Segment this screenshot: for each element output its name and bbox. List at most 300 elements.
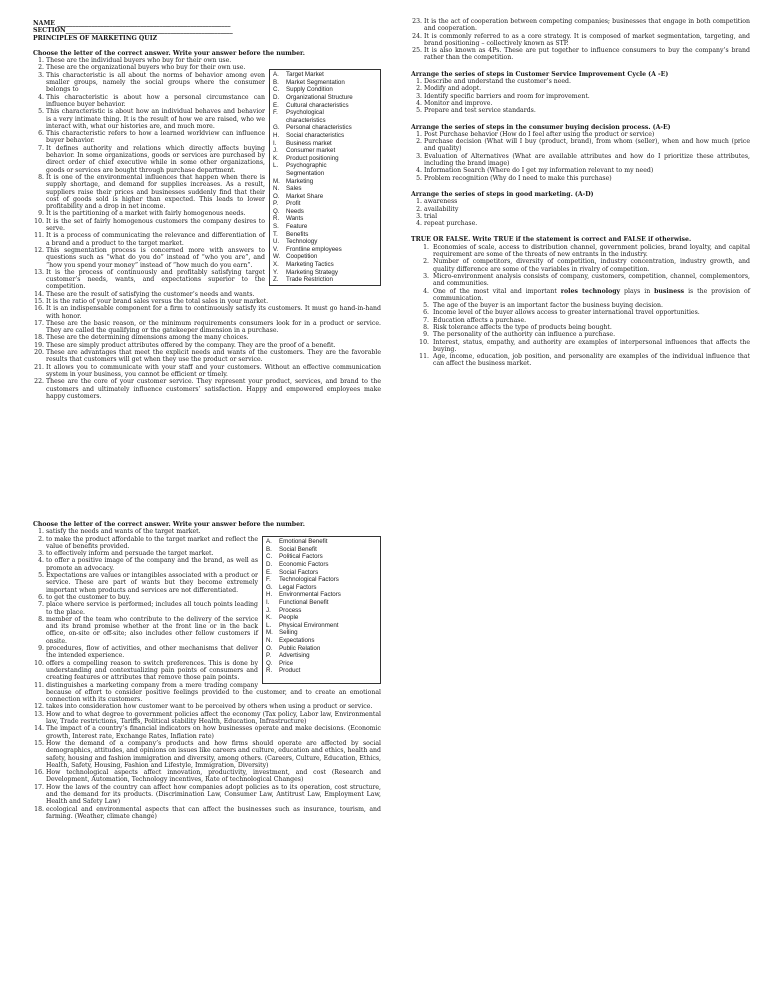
item-number: 24. (412, 32, 422, 40)
choice-letter: Y. (273, 268, 279, 276)
item-number: 8. (38, 615, 44, 623)
question-item (33, 645, 381, 660)
item-text: distinguishes a marketing company from a mere trading company because of effort to consider positive feelings provided to the customer, and to create an emotional connection with its customers. (46, 681, 381, 704)
item-number: 18. (34, 805, 44, 813)
choice-text: Consumer market (286, 147, 336, 155)
item-number: 3. (423, 272, 429, 280)
item-text: Interest, status, empathy, and authority are examples of interpersonal influences that affects the buying. (433, 338, 750, 353)
choice-text: Sales (286, 185, 302, 193)
item-text: Education affects a purchase. (433, 316, 527, 324)
question-item (33, 616, 381, 645)
true-false-list (411, 244, 750, 368)
choice-letter: T. (273, 230, 278, 238)
choice-text: Market Segmentation (286, 78, 345, 86)
choice-letter: R. (266, 667, 273, 675)
item-text: plays in (624, 287, 651, 295)
item-number: 10. (34, 217, 44, 225)
item-text: Purchase decision (What will I buy (product, brand), from whom (seller), when and how much (price and quality) (424, 138, 750, 153)
statement-item (411, 244, 750, 259)
item-text: Problem recognition (Why do I need to make this purchase) (424, 174, 612, 182)
choice-letter: R. (273, 215, 280, 223)
item-text: place where service is performed; includes all touch points leading to the place. (46, 601, 258, 616)
item-number: 15. (34, 297, 44, 305)
item-text: Evaluation of Alternatives (What are available attributes and how do I prioritize these attributes, including the brand image) (424, 152, 750, 168)
item-number: 9. (38, 210, 44, 218)
item-text: Risk tolerance affects the type of products being bought. (433, 323, 612, 331)
item-text: The age of the buyer is an important factor the business buying decision. (433, 302, 663, 310)
choice-letter: N. (273, 185, 280, 193)
step-item (411, 206, 750, 213)
choice-text: Feature (286, 223, 308, 231)
choice-text: Social characteristics (286, 131, 345, 139)
item-number: 1. (416, 198, 422, 206)
choice-letter: B. (266, 545, 272, 553)
item-text: takes into consideration how customer want to be perceived by others when using a product or service. (46, 703, 373, 711)
choice-text: Cultural characteristics (286, 101, 349, 109)
item-number: 16. (34, 305, 44, 313)
question-item (33, 682, 381, 704)
item-number: 4. (423, 287, 429, 295)
item-number: 19. (34, 341, 44, 349)
item-text: These are advantages that meet the explicit needs and wants of the customers. They are the favorable results that customers will get when they use the product or service. (46, 349, 381, 364)
question-item (33, 769, 381, 784)
question-item (33, 291, 381, 298)
item-text: Micro-environment analysis consists of company, customers, competition, channel, complementors, and communities. (433, 272, 750, 288)
item-text: awareness (424, 198, 458, 206)
step-item (411, 93, 750, 100)
step-item (411, 78, 750, 85)
choice-letter: N. (266, 637, 273, 645)
step-item (411, 153, 750, 168)
choice-text: Psychographic (286, 162, 327, 170)
question-item (33, 349, 381, 364)
item-text: The impact of a country’s financial indicators on how businesses operate and make decisions. (Economic growth, Interest rate, Exchange Rates, Inflation rate) (46, 725, 381, 740)
choice-letter: Q. (273, 207, 280, 215)
item-number: 8. (38, 173, 44, 181)
item-number: 22. (34, 378, 44, 386)
item-number: 16. (34, 769, 44, 777)
choice-text: Marketing (286, 177, 314, 185)
item-text: It defines authority and relations which directly affects buying behavior. In some organizations, goods or services are purchased by direct order of chief executive while in some other organizations, goods or services are bought through purchase department. (46, 144, 265, 174)
choice-text: Legal Factors (279, 583, 317, 591)
choice-letter: F. (266, 576, 271, 584)
choice-text: Organizational Structure (286, 93, 353, 101)
item-number: 9. (423, 331, 429, 339)
step-item (411, 220, 750, 227)
item-text: to make the product affordable to the target market and reflect the value of benefits provided. (46, 535, 258, 550)
choice-text: Physical Environment (279, 621, 339, 629)
item-text: It is also known as 4Ps. These are put together to influence consumers to buy the company’s brand rather than the competition. (424, 47, 750, 62)
name-line: NAME ________________________________________________________ (33, 20, 231, 27)
choice-letter: F. (273, 109, 278, 117)
item-number: 4. (416, 99, 422, 107)
choice-text: Product (279, 667, 301, 675)
choice-letter: U. (273, 238, 280, 246)
statement-item (411, 258, 750, 273)
choice-text: Wants (286, 215, 304, 223)
item-text: offers a compelling reason to switch preferences. This is done by understanding and contextualizing pain points of consumers and creating features or attributes that remove those pain points. (46, 659, 258, 682)
good-marketing-instruction: Arrange the series of steps in good marketing. (A-D) (411, 190, 594, 198)
question-item (33, 174, 381, 210)
item-text: to offer a positive image of the company and the brand, as well as promote an advocacy. (46, 557, 258, 572)
statement-item (411, 309, 750, 316)
item-text: How the demand of a company’s products and how firms should operate are affected by social demographics, attitudes, and opinions on issues like careers and culture, education and ethics, health and safety, housing and fashion immigration and diversity, among others. (Careers, Culture, Education, Ethics, Health, Safety, Housing, Fashion and Lifestyle, Immigration, Diversity) (46, 739, 381, 769)
choice-text: Technological Factors (279, 576, 339, 584)
choice-letter: M. (273, 177, 280, 185)
item-number: 1. (423, 243, 429, 251)
service-cycle-steps (411, 78, 750, 114)
item-text: It is an indispensable component for a firm to continuously satisfy its customers. It must go hand-in-hand with honor. (46, 305, 381, 320)
choice-text: People (279, 614, 299, 622)
item-number: 12. (34, 246, 44, 254)
item-number: 6. (38, 130, 44, 138)
item-number: 14. (34, 290, 44, 298)
item-text: These are the individual buyers who buy for their own use. (46, 57, 232, 65)
item-text: availability (424, 205, 459, 213)
item-text: Identify specific barriers and room for improvement. (424, 92, 590, 100)
item-text: Expectations are values or intangibles associated with a product or service. These are part of wants but they become extremely important when products and services are not differentiated. (46, 572, 258, 594)
item-text: Information Search (Where do I get my information relevant to my need) (424, 167, 654, 175)
item-number: 2. (416, 138, 422, 146)
part1-instruction: Choose the letter of the correct answer. Write your answer before the number. (33, 49, 305, 57)
item-text: These are the determining dimensions among the many choices. (46, 334, 249, 342)
statement-item (411, 302, 750, 309)
choice-letter: K. (266, 614, 272, 622)
item-text: to get the customer to buy. (46, 593, 131, 601)
item-number: 4. (416, 220, 422, 228)
question-item (33, 64, 381, 71)
item-number: 11. (419, 353, 429, 361)
choice-text: Environmental Factors (279, 591, 341, 599)
item-text: It is the ratio of your brand sales versus the total sales in your market. (46, 297, 269, 305)
item-number: 3. (38, 71, 44, 79)
question-item (33, 550, 381, 557)
statement-item (411, 288, 750, 303)
item-number: 5. (416, 174, 422, 182)
question-item (411, 33, 750, 48)
statement-item (411, 353, 750, 368)
item-number: 15. (34, 739, 44, 747)
question-item (33, 557, 381, 572)
item-number: 4. (38, 557, 44, 565)
statement-item (411, 273, 750, 288)
item-number: 5. (416, 107, 422, 115)
item-number: 10. (34, 659, 44, 667)
choice-text: Psychological (286, 109, 324, 117)
item-number: 1. (416, 78, 422, 86)
item-text: satisfy the needs and wants of the target market. (46, 528, 201, 536)
item-text: How the laws of the country can affect how companies adopt policies as to its operation, cost structure, and the demand for its products. (Discrimination Law, Consumer Law, Antitrust Law, Employment Law, Health and Safety Law) (46, 783, 381, 806)
choice-letter: K. (273, 154, 279, 162)
item-number: 7. (38, 144, 44, 152)
choice-text: Needs (286, 207, 304, 215)
question-item (33, 305, 381, 320)
choice-text: Benefits (286, 230, 309, 238)
step-item (411, 131, 750, 138)
question-item (33, 57, 381, 64)
step-item (411, 167, 750, 174)
item-number: 3. (416, 212, 422, 220)
choice-text: Technology (286, 238, 318, 246)
item-text: ecological and environmental aspects that can affect the businesses such as insurance, tourism, and farming. (Weather, climate change) (46, 805, 381, 820)
item-text: Number of competitors, diversity of competition, industry concentration, industry growth, and quality difference are some of the variables in rivalry of competition. (433, 258, 750, 273)
choice-letter: W. (273, 253, 281, 261)
item-number: 11. (34, 681, 44, 689)
question-item (33, 711, 381, 726)
item-number: 10. (419, 338, 429, 346)
question-item (33, 72, 381, 94)
choice-text: Segmentation (286, 169, 325, 177)
item-number: 3. (416, 92, 422, 100)
choice-letter: M. (266, 629, 273, 637)
choice-text: Process (279, 606, 302, 614)
item-number: 23. (412, 18, 422, 25)
question-item (33, 806, 381, 821)
step-item (411, 198, 750, 205)
choice-letter: D. (273, 93, 280, 101)
item-text: One of the most vital and important (433, 287, 557, 295)
choice-text: Target Market (286, 71, 324, 79)
item-text: How and to what degree to government policies affect the economy (Tax policy, Labor law, Environmental law, Trade restrictions, Tariffs, Political stability Health, Education, Infrastructure) (46, 710, 381, 726)
choice-text: Advertising (279, 652, 310, 660)
statement-item (411, 339, 750, 354)
item-text: to effectively inform and persuade the target market. (46, 550, 214, 558)
item-text: These are the organizational buyers who buy for their own use. (46, 64, 246, 72)
item-text: How technological aspects affect innovation, productivity, investment, and cost (Research and Development, Automation, Technology incentives, Rate of technological Changes) (46, 769, 381, 784)
question-item (33, 218, 381, 233)
question-item (33, 364, 381, 379)
item-number: 9. (38, 645, 44, 653)
item-number: 25. (412, 47, 422, 55)
choice-text: Marketing Tactics (286, 261, 334, 269)
choice-letter: P. (273, 200, 279, 208)
step-item (411, 100, 750, 107)
choice-text: Expectations (279, 637, 315, 645)
item-text: Describe and understand the customer’s need. (424, 78, 571, 86)
choice-text: Marketing Strategy (286, 268, 338, 276)
item-number: 2. (416, 205, 422, 213)
item-number: 13. (34, 268, 44, 276)
item-text: member of the team who contribute to the delivery of the service and its brand promise whether at the front line or in the back office, on-site or off-site; also includes other fellow customers if onsite. (46, 615, 258, 645)
question-list-2 (33, 528, 381, 820)
buying-process-instruction: Arrange the series of steps in the consumer buying decision process. (A-E) (411, 123, 671, 131)
item-text: It is one of the environmental influences that happen when there is supply shortage, and demand for supplies increases. As a result, suppliers raise their prices and businesses suddenly find that their cost of goods sold is higher than expected. This leads to lower profitability and a drop in net income. (46, 173, 265, 211)
choice-letter: H. (273, 131, 280, 139)
item-text: Post Purchase behavior (How do I feel after using the product or service) (424, 130, 655, 138)
item-number: 5. (38, 108, 44, 116)
item-number: 2. (416, 85, 422, 93)
choice-text: Trade Restriction (286, 276, 333, 284)
step-item (411, 138, 750, 153)
choice-text: Coopetition (286, 253, 318, 261)
question-item (33, 528, 381, 535)
item-text: Income level of the buyer allows access to greater international travel opportunities. (433, 309, 700, 317)
choice-letter: D. (266, 561, 273, 569)
choice-letter: S. (273, 223, 279, 231)
item-number: 1. (416, 130, 422, 138)
question-list (33, 57, 381, 400)
good-marketing-steps (411, 198, 750, 227)
choice-letter: Q. (266, 659, 273, 667)
choice-text: Business market (286, 139, 332, 147)
choice-letter: O. (273, 192, 280, 200)
step-item (411, 213, 750, 220)
item-text: It is a process of communicating the relevance and differentiation of a brand and a product to the target market. (46, 232, 265, 247)
item-number: 12. (34, 703, 44, 711)
item-text: It is the process of continuously and profitably satisfying target customer’s needs, wants, and expectations superior to the competition. (46, 268, 265, 291)
choice-text: Political Factors (279, 553, 323, 561)
item-number: 2. (423, 258, 429, 266)
item-text: These are the result of satisfying the customer’s needs and wants. (46, 290, 255, 298)
item-text-bold: business (654, 287, 685, 295)
item-number: 11. (34, 232, 44, 240)
question-item (33, 660, 381, 682)
step-item (411, 85, 750, 92)
choice-letter: G. (273, 124, 280, 132)
item-number: 17. (34, 319, 44, 327)
item-number: 2. (38, 64, 44, 72)
item-number: 4. (416, 167, 422, 175)
question-item (33, 601, 381, 616)
question-item (33, 572, 381, 594)
item-number: 5. (38, 572, 44, 580)
question-item (411, 47, 750, 62)
choice-text: Frontline employees (286, 245, 342, 253)
choice-text: Profit (286, 200, 301, 208)
item-number: 8. (423, 323, 429, 331)
item-text: It is the act of cooperation between competing companies; businesses that engage in both competition and cooperation. (424, 18, 750, 33)
choice-letter: A. (273, 71, 279, 79)
item-number: 14. (34, 725, 44, 733)
question-item (33, 342, 381, 349)
question-item (33, 725, 381, 740)
item-text: Modify and adopt. (424, 85, 482, 93)
choice-letter: L. (273, 162, 279, 170)
item-text: This characteristic refers to how a learned worldview can influence buyer behavior. (46, 130, 265, 145)
statement-item (411, 317, 750, 324)
item-number: 1. (38, 57, 44, 65)
item-number: 6. (38, 593, 44, 601)
item-text: It allows you to communicate with your staff and your customers. Without an effective communication system in your business, you cannot be efficient or timely. (46, 363, 381, 378)
item-number: 13. (34, 710, 44, 718)
item-text: trial (424, 212, 438, 220)
item-text: procedures, flow of activities, and other mechanisms that deliver the intended experience. (46, 645, 258, 660)
item-number: 6. (423, 309, 429, 317)
choice-text: characteristics (286, 116, 326, 124)
item-text: These are the basic reason, or the minimum requirements consumers look for in a product or service. They are called the qualifying or the gatekeeper dimension in a purchase. (46, 319, 381, 335)
choice-text: Social Factors (279, 568, 319, 576)
item-text: This segmentation process is concerned more with answers to questions such as “what do you do” instead of “who you are”, and “how you spend your money” instead of “how much do you earn”. (46, 246, 265, 269)
question-item (33, 247, 381, 269)
choice-letter: H. (266, 591, 273, 599)
question-item (33, 740, 381, 769)
item-number: 21. (34, 363, 44, 371)
item-number: 7. (38, 601, 44, 609)
question-item (33, 536, 381, 551)
quiz-part1 (33, 20, 381, 400)
question-item (411, 18, 750, 33)
choice-text: Personal characteristics (286, 124, 352, 132)
choice-text: Market Share (286, 192, 324, 200)
step-item (411, 175, 750, 182)
item-text: Economies of scale, access to distribution channel, government policies, brand loyalty, and capital requirement are some of the threats of new entrants in the industry. (433, 243, 750, 259)
choice-text: Price (279, 659, 294, 667)
step-item (411, 107, 750, 114)
item-text: Prepare and test service standards. (424, 107, 536, 115)
statement-item (411, 331, 750, 338)
item-text: This characteristic is all about the norms of behavior among even smaller groups, namely the social groups where the consumer belongs to (46, 71, 265, 94)
item-text: The personality of the authority can influence a purchase. (433, 331, 616, 339)
choice-letter: J. (273, 147, 278, 155)
choice-letter: B. (273, 78, 279, 86)
item-text: This characteristic is about how an individual behaves and behavior is a very intimate thing. It is the result of how we are raised, who we interact with, what our histories are, and much more. (46, 108, 265, 130)
choice-text: Functional Benefit (279, 599, 329, 607)
choice-letter: L. (266, 621, 272, 629)
item-text: It is the set of fairly homogenous customers the company desires to serve. (46, 217, 265, 233)
item-text: It is commonly referred to as a core strategy. It is composed of market segmentation, targeting, and brand positioning – collectively known as STP. (424, 32, 750, 47)
choice-letter: O. (266, 644, 273, 652)
part2-instruction: Choose the letter of the correct answer. Write your answer before the number. (33, 521, 305, 528)
item-text: These are the core of your customer service. They represent your product, services, and brand to the customers and ultimately influence customers’ satisfaction. Happy and empowered employees make happy customers. (46, 378, 381, 400)
question-item (33, 594, 381, 601)
item-number: 3. (416, 152, 422, 160)
item-number: 17. (34, 783, 44, 791)
question-item (33, 784, 381, 806)
item-text: This characteristic is about how a personal circumstance can influence buyer behavior. (46, 93, 265, 108)
quiz-right-column (411, 18, 750, 368)
choice-letter: A. (266, 538, 272, 546)
choice-letter: G. (266, 583, 273, 591)
question-item (33, 703, 381, 710)
item-text: Age, income, education, job position, and personality are examples of the individual influence that can affect the business market. (433, 353, 750, 368)
choice-letter: X. (273, 261, 279, 269)
buying-process-steps (411, 131, 750, 182)
question-item (33, 94, 381, 109)
item-text: is the provision of communication. (433, 287, 751, 302)
item-number: 5. (423, 302, 429, 310)
choice-letter: J. (266, 606, 271, 614)
choice-text: Product positioning (286, 154, 339, 162)
choice-letter: C. (273, 86, 280, 94)
choice-letter: E. (273, 101, 279, 109)
quiz-part2 (33, 521, 381, 820)
section-line: SECTION______________________________________________________ (33, 27, 233, 35)
item-text: repeat purchase. (424, 220, 478, 228)
question-item (33, 232, 381, 247)
question-item (33, 269, 381, 291)
question-item (33, 320, 381, 335)
choice-letter: P. (266, 652, 272, 660)
question-item (33, 145, 381, 174)
item-text: These are simply product attributes offered by the company. They are the proof of a benefit. (46, 341, 336, 349)
choice-letter: V. (273, 245, 279, 253)
item-number: 2. (38, 535, 44, 543)
item-number: 4. (38, 93, 44, 101)
question-item (33, 108, 381, 130)
question-list-continued (411, 18, 750, 62)
question-item (33, 207, 381, 218)
true-false-instruction: TRUE OR FALSE. Write TRUE if the statement is correct and FALSE if otherwise. (411, 236, 692, 244)
question-item (33, 130, 381, 145)
item-number: 20. (34, 349, 44, 357)
item-number: 7. (423, 316, 429, 324)
choice-text: Social Benefit (279, 545, 317, 553)
choice-text: Economic Factors (279, 561, 329, 569)
choice-letter: C. (266, 553, 273, 561)
choice-letter: I. (266, 599, 270, 607)
question-item (33, 298, 381, 305)
question-item (33, 378, 381, 400)
